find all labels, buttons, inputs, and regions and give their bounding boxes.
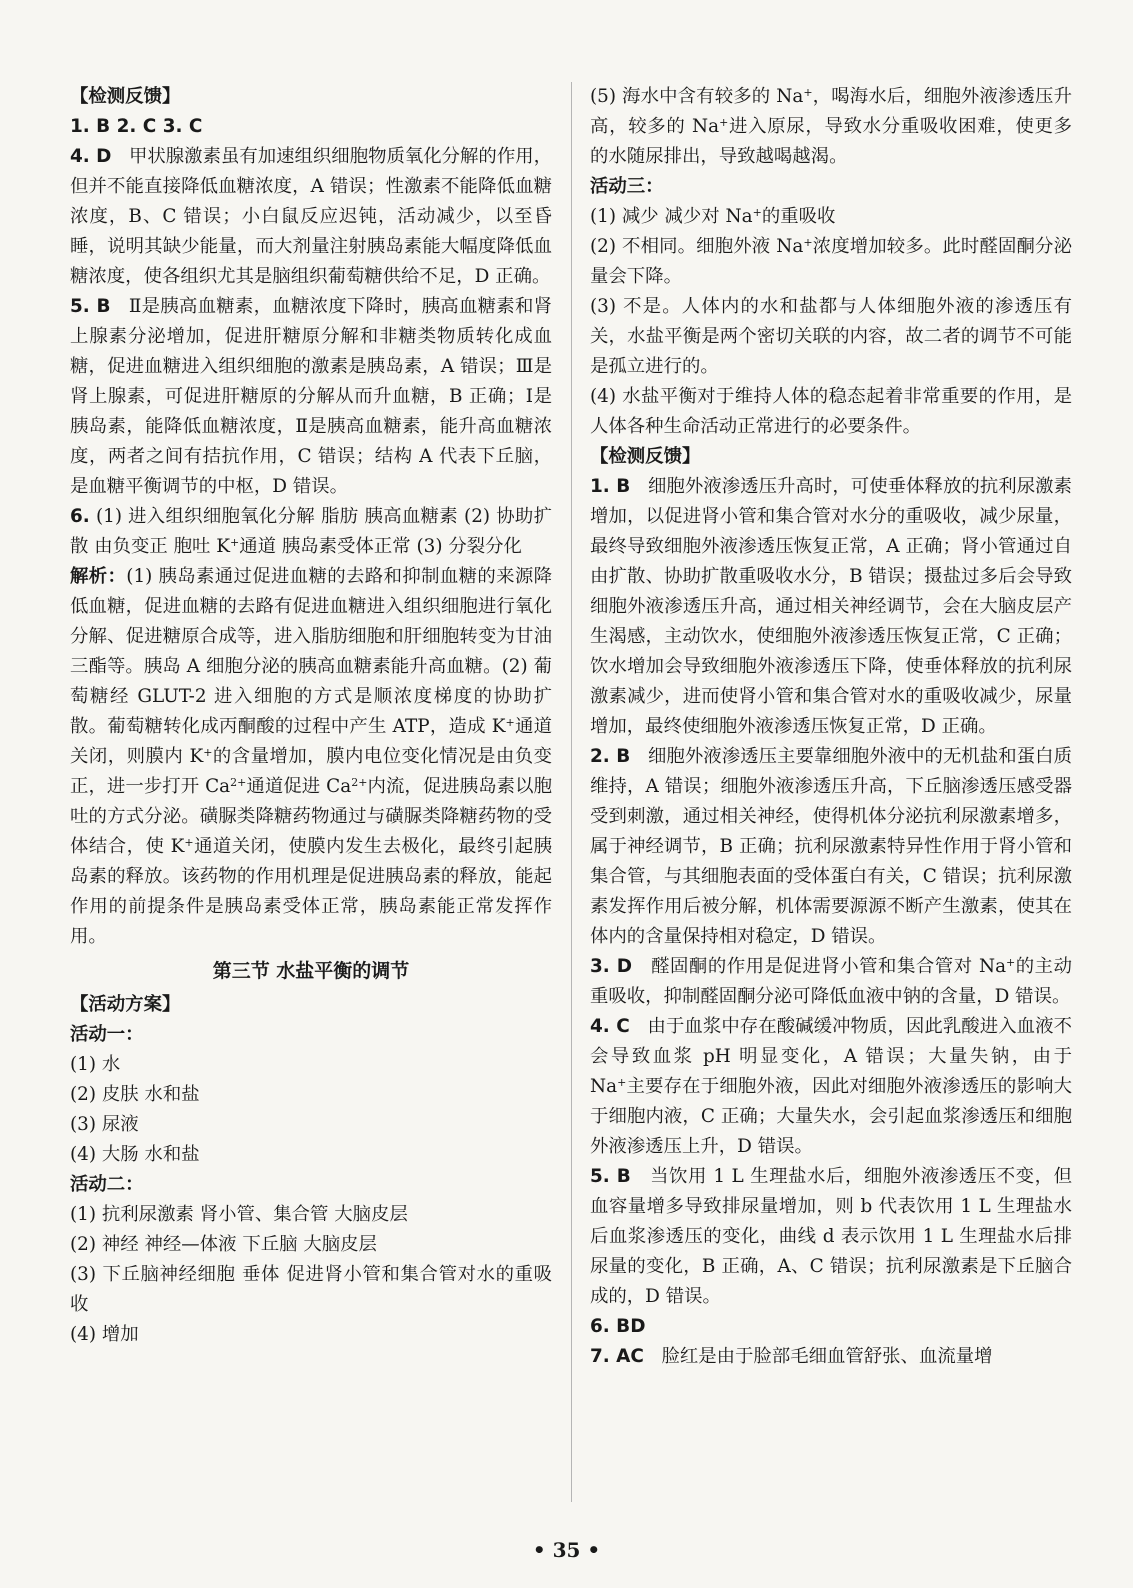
answer-text: Ⅱ是胰高血糖素，血糖浓度下降时，胰高血糖素和肾上腺素分泌增加，促进肝糖原分解和非糖类物质转化成血糖，促进血糖进入组织细胞的激素是胰岛素，A 错误；Ⅲ是肾上腺素，可促进肝糖原的分解从而升血糖，B 正确；Ⅰ是胰岛素，能降低血糖浓度，Ⅱ是胰高血糖素，能升高血糖浓度，两者之间有拮抗作用，C 错误；结构 A 代表下丘脑，是血糖平衡调节的中枢，D 错误。 xyxy=(70,296,552,497)
activity-item: (2) 神经 神经—体液 下丘脑 大脑皮层 xyxy=(70,1234,377,1255)
answer-4 xyxy=(70,142,552,292)
answer-label: 1. B xyxy=(590,476,631,497)
answer-label: 4. D xyxy=(70,146,112,167)
answer-text: 甲状腺激素虽有加速组织细胞物质氧化分解的作用，但并不能直接降低血糖浓度，A 错误；性激素不能降低血糖浓度，B、C 错误；小白鼠反应迟钝，活动减少，以至昏睡，说明其缺少能量，而大剂量注射胰岛素能大幅度降低血糖浓度，使各组织尤其是脑组织葡萄糖供给不足，D 正确。 xyxy=(70,146,552,287)
answer-text: (1) 进入组织细胞氧化分解 脂肪 胰高血糖素 (2) 协助扩散 由负变正 胞吐 K xyxy=(70,506,552,557)
analysis-text: 的含量增加，膜内电位变化情况是由负变正，进一步打开 Ca xyxy=(70,746,552,797)
activity-heading: 活动二： xyxy=(70,1174,144,1195)
answer-label: 6. xyxy=(70,506,90,527)
activity-heading: 活动一： xyxy=(70,1024,144,1045)
section-title: 第三节 水盐平衡的调节 xyxy=(212,960,410,982)
analysis-text: (1) 胰岛素通过促进血糖的去路和抑制血糖的来源降低血糖，促进血糖的去路有促进血糖进入组织细胞进行氧化分解、促进糖原合成等，进入脂肪细胞和肝细胞转变为甘油三酯等。胰岛 A 细胞分泌的胰高血糖素能升高血糖。(2) 葡萄糖经 GLUT-2 进入细胞的方式是顺浓度梯度的协助扩散。葡萄糖转化成丙酮酸的过程中产生 ATP，造成 K xyxy=(70,566,552,737)
answer-2 xyxy=(590,742,1072,952)
text: 浓度增加较多。此时醛固酮分泌量会下降。 xyxy=(590,236,1072,287)
text: 进入原尿，导致水分重吸收困难，使更多的水随尿排出，导致越喝越渴。 xyxy=(590,116,1072,167)
superscript: + xyxy=(203,746,213,759)
superscript: + xyxy=(719,116,729,129)
section-heading: 【活动方案】 xyxy=(70,994,181,1015)
analysis xyxy=(70,562,552,952)
right-column xyxy=(590,82,1072,1372)
answer-6 xyxy=(70,502,552,562)
answer-4 xyxy=(590,1012,1072,1162)
page-number: • 35 • xyxy=(532,1538,601,1562)
answer-text: 主要存在于细胞外液，因此对细胞外液渗透压的影响大于细胞内液，C 正确；大量失水，会引起血浆渗透压和细胞外液渗透压上升，D 错误。 xyxy=(590,1076,1072,1157)
answer-label: 3. D xyxy=(590,956,632,977)
activity-item: (2) 皮肤 水和盐 xyxy=(70,1084,200,1105)
column-divider xyxy=(571,82,572,1502)
answer-text: 细胞外液渗透压主要靠细胞外液中的无机盐和蛋白质维持，A 错误；细胞外液渗透压升高，下丘脑渗透压感受器受到刺激，通过相关神经，使得机体分泌抗利尿激素增多，属于神经调节，B 正确；抗利尿激素特异性作用于肾小管和集合管，与其细胞表面的受体蛋白有关，C 错误；抗利尿激素发挥作用后被分解，机体需要源源不断产生激素，使其在体内的含量保持相对稳定，D 错误。 xyxy=(590,746,1072,947)
answer-text: 醛固酮的作用是促进肾小管和集合管对 Na xyxy=(651,956,1007,977)
answer-text: 由于血浆中存在酸碱缓冲物质，因此乳酸进入血液不会导致血浆 pH 明显变化，A 错误；大量失钠，由于 Na xyxy=(590,1016,1072,1097)
text: ，喝海水后，细胞外液渗透压升高，较多的 Na xyxy=(590,86,1072,137)
answer-3 xyxy=(590,952,1072,1012)
superscript: + xyxy=(752,206,762,219)
text: (1) 减少 减少对 Na xyxy=(590,206,753,227)
activity-item: (1) 水 xyxy=(70,1054,121,1075)
section-heading: 【检测反馈】 xyxy=(590,446,701,467)
answer-text: 细胞外液渗透压升高时，可使垂体释放的抗利尿激素增加，以促进肾小管和集合管对水分的重吸收，减少尿量，最终导致细胞外液渗透压恢复正常，A 正确；肾小管通过自由扩散、协助扩散重吸收水分，B 错误；摄盐过多后会导致细胞外液渗透压升高，通过相关神经调节，会在大脑皮层产生渴感，主动饮水，使细胞外液渗透压恢复正常，C 正确；饮水增加会导致细胞外液渗透压下降，使垂体释放的抗利尿激素减少，进而使肾小管和集合管对水的重吸收减少，尿量增加，最终使细胞外液渗透压恢复正常，D 正确。 xyxy=(590,476,1072,737)
activity-item xyxy=(590,202,1072,232)
text: (5) 海水中含有较多的 Na xyxy=(590,86,804,107)
analysis-text: 内流，促进胰岛素以胞吐的方式分泌。磺脲类降糖药物通过与磺脲类降糖药物的受体结合，使 K xyxy=(70,776,552,857)
answer-label: 2. B xyxy=(590,746,631,767)
superscript: 2+ xyxy=(351,776,368,789)
activity-item: (1) 抗利尿激素 肾小管、集合管 大脑皮层 xyxy=(70,1204,408,1225)
superscript: + xyxy=(617,1076,627,1089)
superscript: + xyxy=(803,86,813,99)
activity-item xyxy=(590,232,1072,292)
activity-item: (3) 尿液 xyxy=(70,1114,139,1135)
answer-1 xyxy=(590,472,1072,742)
activity-item: (4) 大肠 水和盐 xyxy=(70,1144,200,1165)
answer-6: 6. BD xyxy=(590,1316,646,1337)
superscript: 2+ xyxy=(230,776,247,789)
text: (2) 不相同。细胞外液 Na xyxy=(590,236,804,257)
activity-item: (4) 增加 xyxy=(70,1324,139,1345)
answer-5 xyxy=(590,1162,1072,1312)
answer-label: 5. B xyxy=(70,296,111,317)
superscript: + xyxy=(505,716,515,729)
answers-1-3: 1. B 2. C 3. C xyxy=(70,116,203,137)
answer-label: 4. C xyxy=(590,1016,630,1037)
answer-7 xyxy=(590,1342,1072,1372)
activity-item: (3) 下丘脑神经细胞 垂体 促进肾小管和集合管对水的重吸收 xyxy=(70,1264,552,1315)
superscript: + xyxy=(230,536,240,549)
answer-text: 通道 胰岛素受体正常 (3) 分裂分化 xyxy=(239,536,522,557)
activity-item xyxy=(590,82,1072,172)
section-heading: 【检测反馈】 xyxy=(70,86,181,107)
activity-item: (3) 不是。人体内的水和盐都与人体细胞外液的渗透压有关，水盐平衡是两个密切关联的内容，故二者的调节不可能是孤立进行的。 xyxy=(590,296,1072,377)
text: 的重吸收 xyxy=(761,206,836,227)
answer-label: 7. AC xyxy=(590,1346,644,1367)
analysis-text: 通道关闭，使膜内发生去极化，最终引起胰岛素的释放。该药物的作用机理是促进胰岛素的释放，能起作用的前提条件是胰岛素受体正常，胰岛素能正常发挥作用。 xyxy=(70,836,552,947)
superscript: + xyxy=(184,836,194,849)
left-column xyxy=(70,82,552,1350)
superscript: + xyxy=(1006,956,1016,969)
answer-text: 脸红是由于脸部毛细血管舒张、血流量增 xyxy=(661,1346,993,1367)
answer-text: 的主动重吸收，抑制醛固酮分泌可降低血液中钠的含量，D 错误。 xyxy=(590,956,1072,1007)
analysis-text: 通道促进 Ca xyxy=(246,776,352,797)
answer-label: 5. B xyxy=(590,1166,631,1187)
activity-heading: 活动三： xyxy=(590,176,664,197)
analysis-label: 解析： xyxy=(70,566,127,587)
analysis-text: 通道关闭，则膜内 K xyxy=(70,716,552,767)
answer-text: 当饮用 1 L 生理盐水后，细胞外液渗透压不变，但血容量增多导致排尿量增加，则 b 代表饮用 1 L 生理盐水后血浆渗透压的变化，曲线 d 表示饮用 1 L 生理盐水后排尿量的变化，B 正确，A、C 错误；抗利尿激素是下丘脑合成的，D 错误。 xyxy=(590,1166,1073,1307)
answer-5 xyxy=(70,292,552,502)
superscript: + xyxy=(803,236,813,249)
activity-item: (4) 水盐平衡对于维持人体的稳态起着非常重要的作用，是人体各种生命活动正常进行的必要条件。 xyxy=(590,386,1072,437)
